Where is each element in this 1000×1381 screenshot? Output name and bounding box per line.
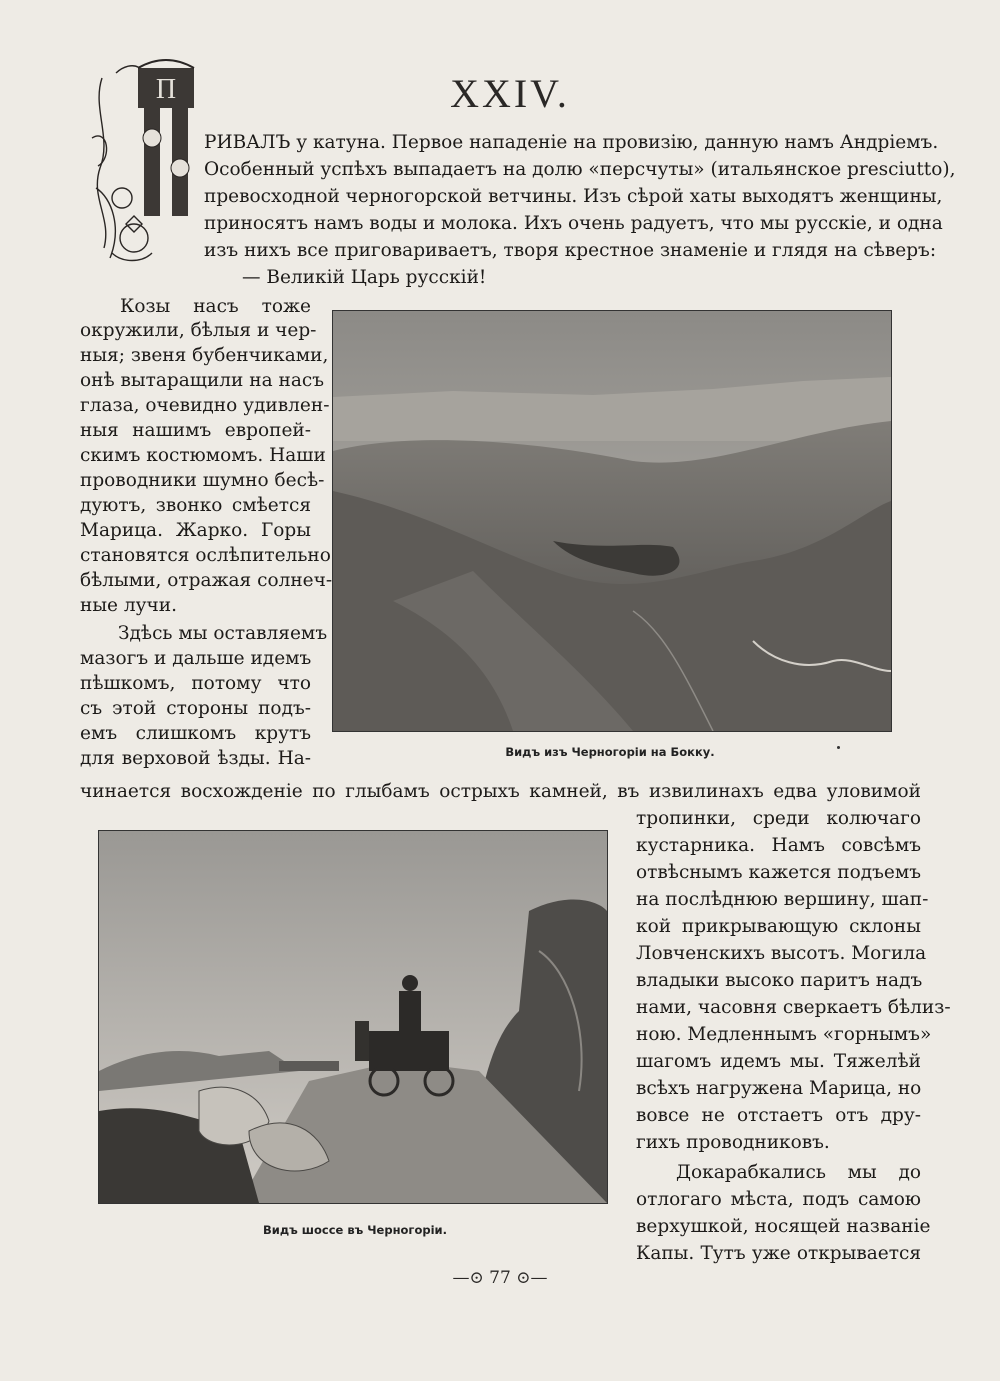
right-line-13: гихъ проводниковъ. <box>636 1132 830 1153</box>
right-line-12: вовсе не отстаетъ отъ дру- <box>636 1105 921 1126</box>
right-line-16: верхушкой, носящей названіе <box>636 1216 931 1237</box>
intro-line-5: изъ нихъ все приговариваетъ, творя крестное знаменіе и глядя на сѣверъ: <box>204 240 937 261</box>
left-line-10: Марица. Жарко. Горы <box>80 520 311 541</box>
left-line-12: бѣлыми, отражая солнеч- <box>80 570 333 591</box>
intro-line-3: превосходной черногорской ветчины. Изъ сѣрой хаты выходятъ женщины, <box>204 186 943 207</box>
right-line-6: Ловченскихъ высотъ. Могила <box>636 943 927 964</box>
right-line-14: Докарабкались мы до <box>676 1162 921 1183</box>
decorative-initial-letter <box>82 48 214 278</box>
right-line-10: шагомъ идемъ мы. Тяжелѣй <box>636 1051 921 1072</box>
left-line-17: съ этой стороны подъ- <box>80 698 311 719</box>
right-line-5: кой прикрывающую склоны <box>636 916 921 937</box>
left-line-6: ныя нашимъ европей- <box>80 420 311 441</box>
right-line-7: владыки высоко паритъ надъ <box>636 970 923 991</box>
left-line-2: окружили, бѣлыя и чер- <box>80 320 317 341</box>
page-number: —⊙ 77 ⊙— <box>452 1268 548 1288</box>
dot-speck <box>837 746 840 749</box>
left-line-16: пѣшкомъ, потому что <box>80 673 311 694</box>
figure-montenegro-road-photo <box>98 830 608 1204</box>
left-line-5: глаза, очевидно удивлен- <box>80 395 330 416</box>
figure-montenegro-view-photo <box>332 310 892 732</box>
chapter-title: XXIV. <box>450 71 570 116</box>
left-line-8: проводники шумно бесѣ- <box>80 470 325 491</box>
left-line-19: для верховой ѣзды. На- <box>80 748 311 769</box>
left-line-11: становятся ослѣпительно <box>80 545 331 566</box>
left-line-4: онѣ вытаращили на насъ <box>80 370 325 391</box>
right-line-2: кустарника. Намъ совсѣмъ <box>636 835 921 856</box>
figure-caption-top: Видъ изъ Черногоріи на Бокку. <box>505 745 715 759</box>
left-line-13: ные лучи. <box>80 595 177 616</box>
left-line-3: ныя; звеня бубенчиками, <box>80 345 329 366</box>
left-line-14: Здѣсь мы оставляемъ <box>118 623 328 644</box>
left-line-18: емъ слишкомъ крутъ <box>80 723 311 744</box>
intro-line-1: РИВАЛЪ у катуна. Первое нападеніе на провизію, данную намъ Андріемъ. <box>204 132 939 153</box>
right-line-11: всѣхъ нагружена Марица, но <box>636 1078 922 1099</box>
right-line-9: ною. Медленнымъ «горнымъ» <box>636 1024 932 1045</box>
intro-line-4: приносятъ намъ воды и молока. Ихъ очень радуетъ, что мы русскіе, и одна <box>204 213 943 234</box>
left-line-15: мазогъ и дальше идемъ <box>80 648 312 669</box>
right-line-15: отлогаго мѣста, подъ самою <box>636 1189 921 1210</box>
intro-line-2: Особенный успѣхъ выпадаетъ на долю «персчуты» (итальянское presciutto), <box>204 159 956 180</box>
intro-line-6: — Великій Царь русскій! <box>242 267 487 288</box>
left-line-1: Козы насъ тоже <box>120 296 311 317</box>
right-line-4: на послѣднюю вершину, шап- <box>636 889 929 910</box>
right-line-8: нами, часовня сверкаетъ бѣлиз- <box>636 997 951 1018</box>
initial-letter-glyph: П <box>155 74 177 105</box>
right-line-17: Капы. Тутъ уже открывается <box>636 1243 921 1264</box>
left-line-9: дуютъ, звонко смѣется <box>80 495 311 516</box>
left-line-7: скимъ костюмомъ. Наши <box>80 445 326 466</box>
right-line-3: отвѣснымъ кажется подъемъ <box>636 862 921 883</box>
figure-caption-bottom: Видъ шоссе въ Черногоріи. <box>263 1223 447 1237</box>
right-line-1: тропинки, среди колючаго <box>636 808 921 829</box>
full-width-line: чинается восхожденіе по глыбамъ острыхъ камней, въ извилинахъ едва уловимой <box>80 781 921 802</box>
